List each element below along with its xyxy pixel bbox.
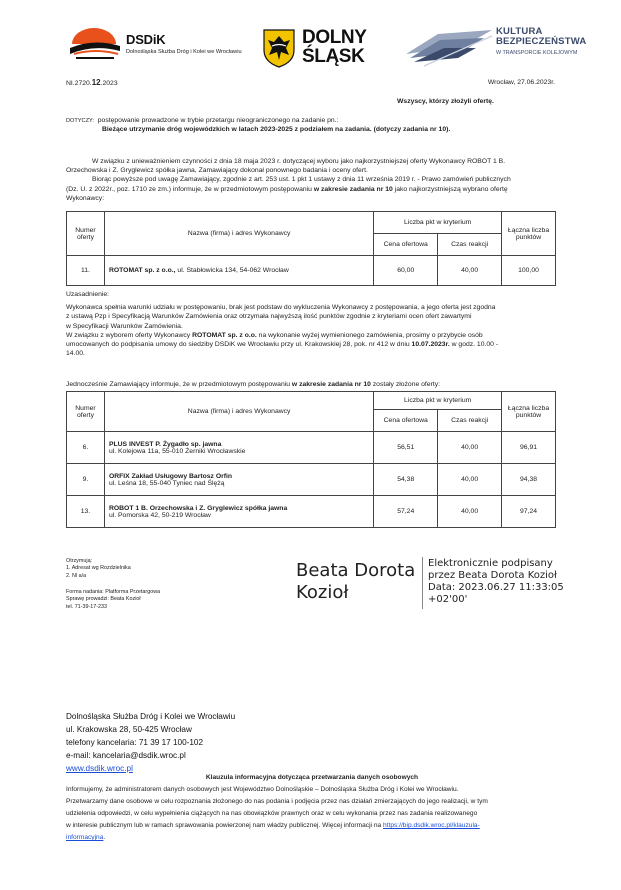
footer-contact (66, 710, 235, 775)
clause-end: . (103, 834, 106, 841)
signature-info-l1: Elektronicznie podpisany (428, 558, 553, 569)
t1-row-time: 40,00 (438, 256, 502, 286)
ref-num: 12 (91, 78, 101, 87)
t2-header-name: Nazwa (firma) i adres Wykonawcy (104, 392, 373, 432)
place-date: Wrocław, 27.06.2023r. (487, 79, 555, 86)
justification-l2: z ustawą Pzp i Specyfikacją Warunków Zamówienia oraz otrzymała najwyższą ilość punktów zgodnie z kryteriami ocen ofert zawartymi (66, 313, 472, 321)
dsdik-logo (66, 24, 266, 66)
subject-title: Bieżące utrzymanie dróg wojewódzkich w latach 2023-2025 z podziałem na zadania. (dotyczy zadania nr 10). (102, 126, 451, 134)
p1-line5: Wykonawcy: (66, 194, 105, 202)
table-row (67, 496, 556, 528)
t2-row3-price: 57,24 (374, 496, 438, 528)
t1-firm-name: ROTOMAT sp. z o.o., (108, 267, 176, 274)
j-date: 10.07.2023r. (411, 341, 450, 349)
kultura-bezpieczenstwa-logo (404, 24, 604, 70)
kb-subtitle: W TRANSPORCIE KOLEJOWYM (496, 50, 578, 56)
t1-row-total: 100,00 (502, 256, 556, 286)
clause-l4a: w interesie publicznym lub w ramach sprawowania powierzonej nam władzy publicznej. Więcej informacji na (66, 822, 384, 829)
clause-link-cont[interactable]: informacyjna (66, 834, 104, 841)
p1-line4 (66, 185, 558, 194)
t2-row3-total: 97,24 (502, 496, 556, 528)
signature-info-l2: przez Beata Dorota Kozioł (428, 570, 557, 581)
reference-number (66, 78, 118, 88)
dsdik-name: DSDiK (126, 32, 166, 47)
t2-row3-addr: ul. Pomorska 42, 50-219 Wrocław (108, 511, 211, 519)
justification-l1: Wykonawca spełnia warunki udziału w postępowaniu, brak jest podstaw do wykluczenia Wykonawcy z postępowania, a jego oferta jest zgodna (66, 304, 496, 312)
t2-row2-price: 54,38 (374, 464, 438, 496)
dolny-text: DOLNY (302, 27, 367, 48)
t2-header-total: Łączna liczba punktów (502, 392, 556, 432)
table-row (67, 464, 556, 496)
p2-task: w zakresie zadania nr 10 (291, 381, 371, 388)
signature-name (296, 560, 415, 604)
p1-line1: W związku z unieważnieniem czynności z dnia 18 maja 2023 r. dotyczącej wyboru jako najkorzystniejszej oferty Wykonawcy ROBOT 1 B. (92, 158, 506, 165)
justification-l3: w Specyfikacji Warunków Zamówienia. (66, 322, 183, 330)
ref-prefix: NI.2720. (66, 80, 92, 87)
footer-org: Dolnośląska Służba Dróg i Kolei we Wrocławiu (66, 712, 236, 721)
signature-info-l4: +02'00' (428, 594, 468, 605)
case-phone: tel. 71-39-17-233 (66, 603, 108, 610)
ref-year: .2023 (100, 80, 118, 87)
subject-block (66, 116, 556, 135)
t2-header-time: Czas reakcji (438, 410, 502, 432)
p1-line4c: jako najkorzystniejszą wybrano ofertę (392, 185, 508, 193)
clause-link[interactable]: https://bip.dsdik.wroc.pl/klauzula- (383, 822, 480, 829)
t1-row-price: 60,00 (374, 256, 438, 286)
p1-line4-task: w zakresie zadania nr 10 (313, 185, 393, 193)
footer-phones: telefony kancelaria: 71 39 17 100-102 (66, 738, 204, 747)
j-l5a: umocowanych do podpisania umowy do siedziby DSDiK we Wrocławiu przy ul. Krakowskiej 28, pok. nr 412 w dniu (66, 341, 412, 349)
signature-info (428, 558, 564, 606)
t2-row1-addr: ul. Kolejowa 11a, 55-010 Żerniki Wrocławskie (108, 447, 246, 455)
footer-address: ul. Krakowska 28, 50-425 Wrocław (66, 725, 192, 734)
recipients-label: Otrzymują: (66, 558, 93, 564)
case-info-block (66, 589, 160, 611)
clause-l2: Przetwarzamy dane osobowe w celu rozpoznania złożonego do nas podania i podjęcia przez nas działań zmierzających do jego realizacji, w tym (66, 798, 488, 805)
t2-row2-addr: ul. Leśna 18, 55-040 Tyniec nad Ślężą (108, 479, 225, 487)
j-l4c: na wykonanie wyżej wymienionego zamówienia, prosimy o przybycie osób (256, 331, 483, 339)
clause-title: Klauzula informacyjna dotycząca przetwarzania danych osobowych (205, 774, 419, 781)
dsdik-train-icon (66, 24, 126, 64)
privacy-clause (66, 772, 558, 844)
kb-line1: KULTURA (496, 26, 543, 37)
t1-row-num: 11. (67, 256, 105, 286)
delivery-form: Forma nadania: Platforma Przetargowa (66, 589, 161, 595)
t1-header-total: Łączna liczba punktów (502, 212, 556, 256)
offers-table (66, 391, 556, 528)
footer-website-link[interactable]: www.dsdik.wroc.pl (66, 764, 133, 773)
signature-name-l1: Beata Dorota (296, 560, 416, 581)
dolny-slask-logo (262, 26, 392, 72)
kb-line2: BEZPIECZEŃSTWA (496, 36, 587, 47)
p1-line4a: (Dz. U. z 2022r., poz. 1710 ze zm.) informuje, że w przedmiotowym postępowaniu (66, 185, 314, 193)
clause-l3: udzielenia odpowiedzi, w celu wypełnienia ciążących na nas obowiązków prawnych oraz w celu wykonania przez nas zadania realizowanego (66, 810, 478, 817)
recipients-block (66, 558, 131, 580)
justification-l6: 14.00. (66, 350, 85, 358)
selected-offer-table (66, 211, 556, 286)
recipient-1: 1. Adresat wg Rozdzielnika (66, 565, 131, 572)
slask-text: ŚLĄSK (302, 46, 365, 67)
t2-row2-time: 40,00 (438, 464, 502, 496)
t2-header-points: Liczba pkt w kryterium (374, 392, 502, 410)
paragraph-decision (66, 157, 558, 203)
t2-row1-firm: PLUS INVEST P. Żygadło sp. jawna (108, 440, 222, 448)
p2-a: Jednocześnie Zamawiający informuje, że w przedmiotowym postępowaniu (66, 381, 292, 388)
addressee: Wszyscy, którzy złożyli ofertę. (397, 98, 494, 105)
recipient-2: 2. Nl a/a (66, 572, 87, 579)
signature-name-l2: Kozioł (296, 582, 349, 603)
t2-row3-firm: ROBOT 1 B. Orzechowska i Z. Gryglewicz spółka jawna (108, 504, 288, 512)
t1-firm-address: ul. Stabłowicka 134, 54-062 Wrocław (175, 267, 289, 274)
clause-l1: Informujemy, że administratorem danych osobowych jest Województwo Dolnośląskie – Dolnośląska Służba Dróg i Kolei we Wrocławiu. (66, 786, 459, 793)
t1-header-time: Czas reakcji (438, 234, 502, 256)
justification-label: Uzasadnienie: (66, 291, 110, 298)
t2-header-num: Numer oferty (67, 392, 105, 432)
t2-row2-firm: ORFIX Zakład Usługowy Bartosz Orfin (108, 472, 233, 480)
p1-line2: Orzechowska i Z. Gryglewicz spółka jawna, Zamawiający dokonał ponownego badania i oceny ofert. (66, 167, 368, 175)
j-l4a: W związku z wyborem oferty Wykonawcy (66, 331, 193, 339)
justification-block (66, 290, 558, 358)
t2-row2-num: 9. (67, 464, 105, 496)
signature-info-l3: Data: 2023.06.27 11:33:05 (428, 582, 564, 593)
t2-row1-time: 40,00 (438, 432, 502, 464)
subject-text: postępowanie prowadzone w trybie przetargu nieograniczonego na zadanie pn.: (97, 117, 339, 124)
paragraph-offers (66, 380, 440, 389)
table-row (67, 432, 556, 464)
t2-row1-num: 6. (67, 432, 105, 464)
rail-wing-icon (404, 24, 494, 70)
t1-header-num: Numer oferty (67, 212, 105, 256)
t2-row2-total: 94,38 (502, 464, 556, 496)
p2-c: zostały złożone oferty: (370, 381, 441, 388)
footer-email: e-mail: kancelaria@dsdik.wroc.pl (66, 751, 186, 760)
t1-header-price: Cena ofertowa (374, 234, 438, 256)
dsdik-subtitle: Dolnośląska Służba Dróg i Kolei we Wrocławiu (126, 49, 242, 55)
j-winner: ROTOMAT sp. z o.o. (192, 331, 257, 339)
subject-label: DOTYCZY: (66, 118, 94, 124)
t1-header-points: Liczba pkt w kryterium (374, 212, 502, 234)
eagle-crest-icon (262, 28, 296, 68)
t1-header-name: Nazwa (firma) i adres Wykonawcy (104, 212, 373, 256)
case-handler: Sprawę prowadzi: Beata Kozioł (66, 596, 141, 603)
t2-header-price: Cena ofertowa (374, 410, 438, 432)
t2-row1-price: 56,51 (374, 432, 438, 464)
t1-row-firm (104, 256, 373, 286)
t2-row3-time: 40,00 (438, 496, 502, 528)
signature-divider (422, 557, 423, 609)
t2-row1-total: 96,91 (502, 432, 556, 464)
j-l5c: w godz. 10.00 - (449, 341, 499, 349)
t2-row3-num: 13. (67, 496, 105, 528)
p1-line3: Biorąc powyższe pod uwagę Zamawiający, zgodnie z art. 253 ust. 1 pkt 1 ustawy z dnia 11 września 2019 r. - Prawo zamówień publicznych (92, 176, 511, 184)
table-row (67, 256, 556, 286)
